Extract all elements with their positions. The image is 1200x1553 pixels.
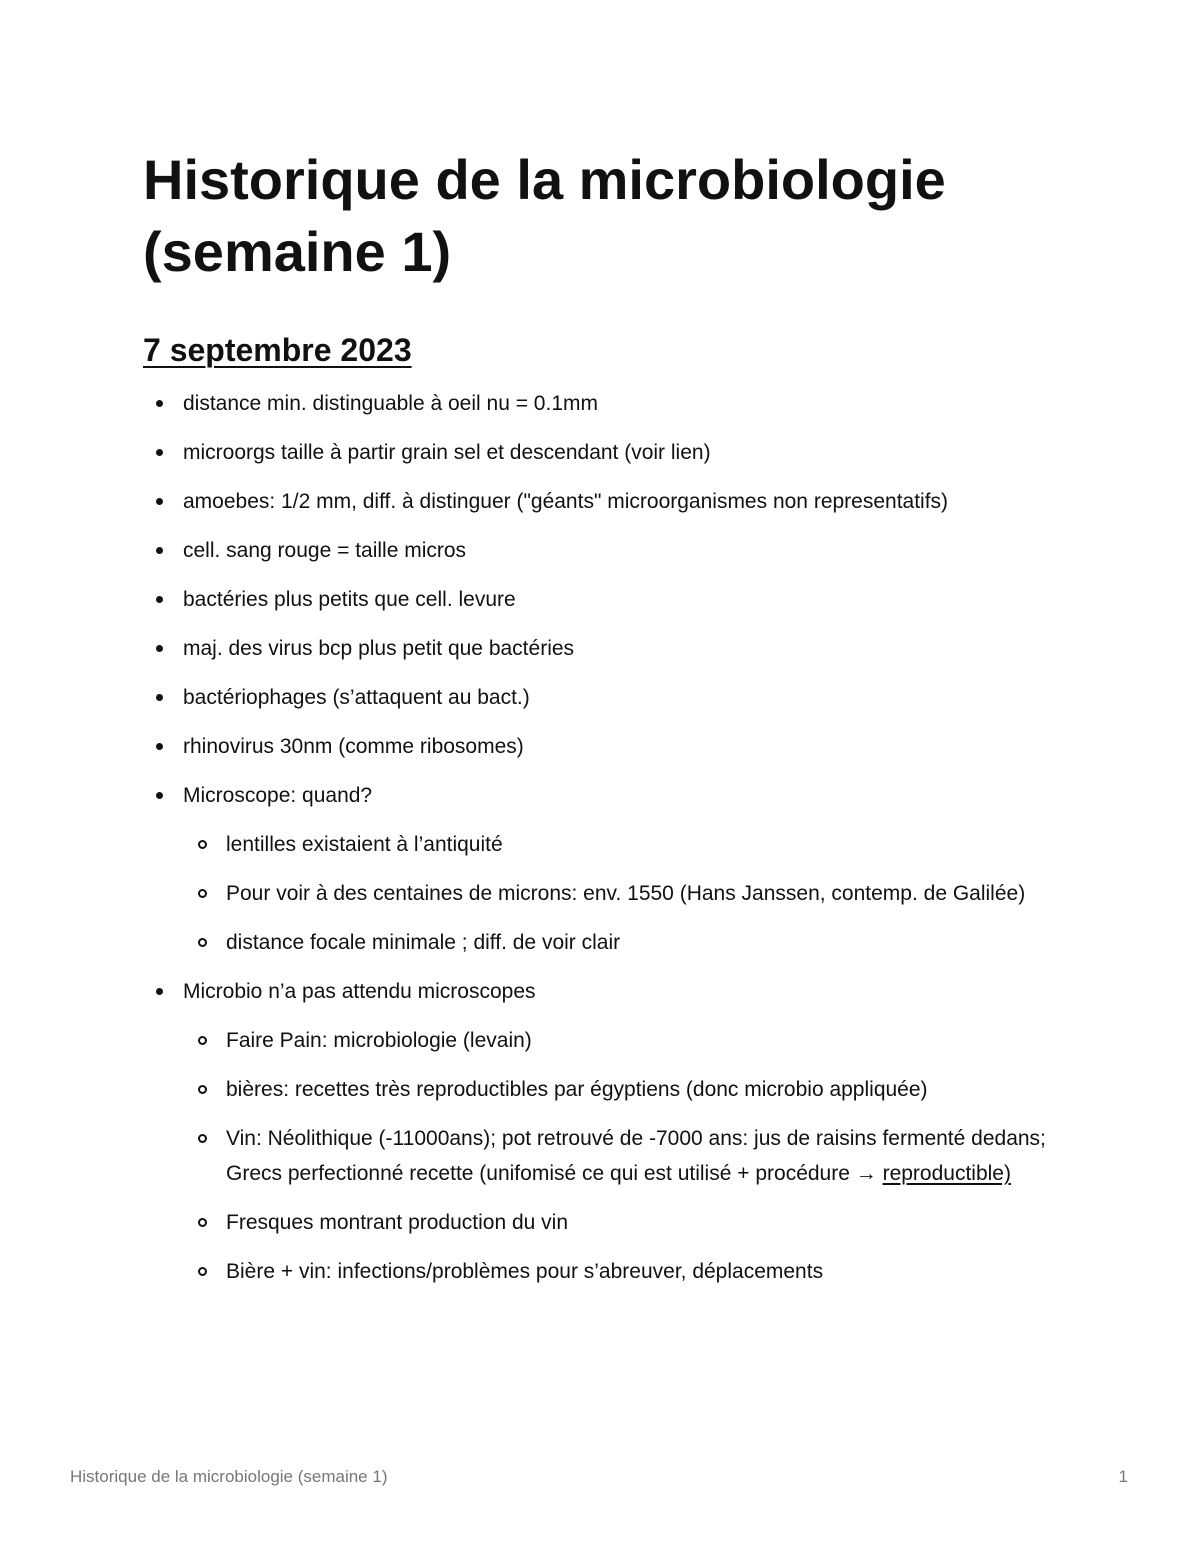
sub-list-item-text: Vin: Néolithique (-11000ans); pot retrouvé de -7000 ans: jus de raisins fermenté dedans; Grecs perfectionné recette (unifomisé ce qui est utilisé + procédure →	[226, 1127, 1046, 1185]
sub-list-item-text: bières: recettes très reproductibles par égyptiens (donc microbio appliquée)	[226, 1078, 928, 1101]
sub-list-item-text: Fresques montrant production du vin	[226, 1211, 569, 1234]
sub-list-microscope	[183, 827, 1073, 960]
list-item	[143, 533, 1073, 568]
underlined-text: reproductible)	[882, 1162, 1011, 1185]
list-item-text: rhinovirus 30nm (comme ribosomes)	[183, 735, 524, 758]
sub-list-item	[183, 1254, 1073, 1289]
list-item-text: bactériophages (s’attaquent au bact.)	[183, 686, 530, 709]
sub-list-microbio	[183, 1023, 1073, 1289]
list-item-text: cell. sang rouge = taille micros	[183, 539, 467, 562]
list-item-text: Microbio n’a pas attendu microscopes	[183, 980, 536, 1003]
list-item-text: amoebes: 1/2 mm, diff. à distinguer ("géants" microorganismes non representatifs)	[183, 490, 949, 513]
sub-list-item-text: Bière + vin: infections/problèmes pour s’abreuver, déplacements	[226, 1260, 824, 1283]
list-item	[143, 435, 1073, 470]
list-item-microscope	[143, 778, 1073, 960]
list-item	[143, 729, 1073, 764]
list-item	[143, 631, 1073, 666]
sub-list-item	[183, 1072, 1073, 1107]
list-item-microbio	[143, 974, 1073, 1289]
list-item	[143, 680, 1073, 715]
list-item	[143, 386, 1073, 421]
footer-title: Historique de la microbiologie (semaine 1)	[70, 1467, 388, 1486]
sub-list-item-text: lentilles existaient à l’antiquité	[226, 833, 503, 856]
sub-list-item	[183, 1023, 1073, 1058]
list-item-text: bactéries plus petits que cell. levure	[183, 588, 516, 611]
list-item-text: maj. des virus bcp plus petit que bactéries	[183, 637, 575, 660]
sub-list-item-text: Faire Pain: microbiologie (levain)	[226, 1029, 532, 1052]
sub-list-item-text: distance focale minimale ; diff. de voir clair	[226, 931, 621, 954]
sub-list-item	[183, 1121, 1073, 1191]
list-item-text: microorgs taille à partir grain sel et descendant (voir lien)	[183, 441, 711, 464]
sub-list-item	[183, 1205, 1073, 1240]
sub-list-item	[183, 827, 1073, 862]
page-number: 1	[1118, 1467, 1128, 1486]
sub-list-item-text: Pour voir à des centaines de microns: env. 1550 (Hans Janssen, contemp. de Galilée)	[226, 882, 1026, 905]
sub-list-item	[183, 876, 1073, 911]
list-item-text: Microscope: quand?	[183, 784, 373, 807]
page-title: Historique de la microbiologie (semaine 1)	[143, 148, 946, 283]
list-item-text: distance min. distinguable à oeil nu = 0.1mm	[183, 392, 598, 415]
list-item	[143, 582, 1073, 617]
section-heading-date: 7 septembre 2023	[143, 332, 412, 368]
sub-list-item	[183, 925, 1073, 960]
list-item	[143, 484, 1073, 519]
notes-list	[143, 386, 1073, 1303]
